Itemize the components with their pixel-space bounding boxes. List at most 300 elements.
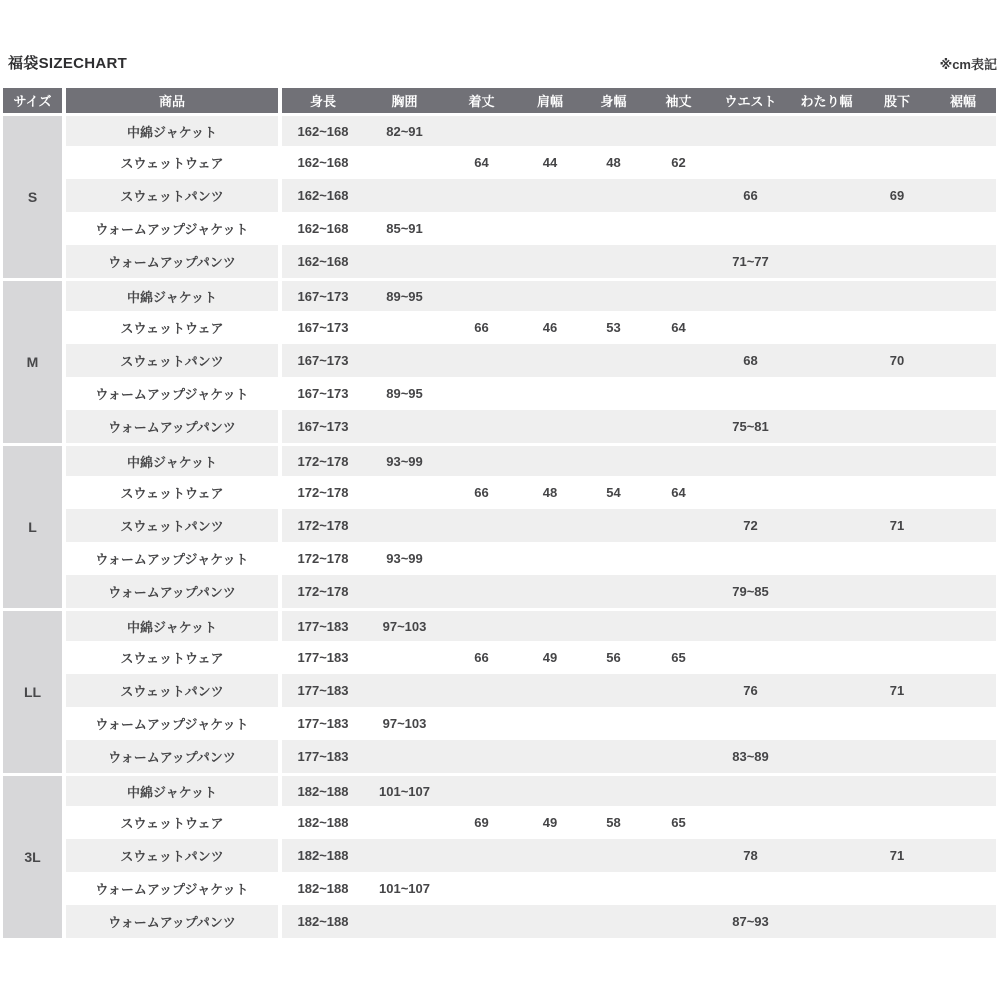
measurement-value: 101~107 (364, 872, 445, 905)
measurement-value: 71~77 (712, 245, 789, 278)
measurement-value (930, 146, 996, 179)
measurement-value: 162~168 (282, 212, 364, 245)
measurement-value: 71 (864, 674, 930, 707)
measurement-value (645, 443, 712, 476)
measurement-value: 89~95 (364, 278, 445, 311)
measurement-value (864, 476, 930, 509)
header-row (3, 88, 996, 113)
measurement-value: 66 (445, 311, 518, 344)
product-name: スウェットパンツ (66, 344, 282, 377)
measurement-value (645, 113, 712, 146)
measurement-value: 162~168 (282, 146, 364, 179)
measurement-value: 167~173 (282, 410, 364, 443)
measurement-value (518, 872, 582, 905)
measurement-value (645, 212, 712, 245)
table-row (3, 344, 996, 377)
measurement-value (864, 905, 930, 938)
measurement-value (645, 377, 712, 410)
measurement-value (445, 707, 518, 740)
column-header: 袖丈 (645, 88, 712, 113)
measurement-value (645, 344, 712, 377)
measurement-value (712, 806, 789, 839)
measurement-value (445, 179, 518, 212)
measurement-value (930, 443, 996, 476)
column-header: 股下 (864, 88, 930, 113)
measurement-value: 97~103 (364, 707, 445, 740)
table-header (3, 88, 996, 113)
measurement-value (789, 179, 864, 212)
measurement-value: 49 (518, 641, 582, 674)
measurement-value (789, 344, 864, 377)
measurement-value: 44 (518, 146, 582, 179)
table-row (3, 608, 996, 641)
measurement-value (518, 839, 582, 872)
measurement-value (364, 806, 445, 839)
product-name: スウェットパンツ (66, 674, 282, 707)
sizechart-table (3, 88, 996, 938)
measurement-value: 101~107 (364, 773, 445, 806)
measurement-value: 66 (445, 476, 518, 509)
measurement-value (518, 509, 582, 542)
measurement-value: 72 (712, 509, 789, 542)
table-row (3, 806, 996, 839)
measurement-value (445, 575, 518, 608)
measurement-value (645, 740, 712, 773)
measurement-value (864, 707, 930, 740)
table-row (3, 311, 996, 344)
measurement-value (364, 476, 445, 509)
measurement-value (864, 146, 930, 179)
product-name: スウェットウェア (66, 641, 282, 674)
measurement-value: 182~188 (282, 839, 364, 872)
measurement-value (445, 674, 518, 707)
product-name: スウェットパンツ (66, 509, 282, 542)
size-group (3, 278, 996, 443)
measurement-value (930, 377, 996, 410)
measurement-value: 65 (645, 806, 712, 839)
measurement-value (518, 773, 582, 806)
measurement-value (789, 839, 864, 872)
size-label: L (3, 443, 66, 608)
measurement-value: 182~188 (282, 806, 364, 839)
measurement-value (518, 674, 582, 707)
measurement-value (645, 872, 712, 905)
measurement-value (582, 179, 645, 212)
product-name: ウォームアップパンツ (66, 905, 282, 938)
measurement-value (364, 740, 445, 773)
measurement-value (789, 905, 864, 938)
measurement-value: 87~93 (712, 905, 789, 938)
measurement-value (518, 707, 582, 740)
measurement-value (582, 575, 645, 608)
size-group (3, 443, 996, 608)
measurement-value (445, 377, 518, 410)
measurement-value: 53 (582, 311, 645, 344)
measurement-value (789, 872, 864, 905)
size-group (3, 113, 996, 278)
measurement-value (645, 245, 712, 278)
measurement-value (582, 245, 645, 278)
measurement-value (930, 806, 996, 839)
measurement-value (930, 839, 996, 872)
measurement-value: 167~173 (282, 377, 364, 410)
measurement-value (930, 278, 996, 311)
measurement-value (930, 344, 996, 377)
measurement-value (930, 740, 996, 773)
measurement-value (864, 443, 930, 476)
measurement-value (712, 443, 789, 476)
measurement-value: 93~99 (364, 542, 445, 575)
column-header: 肩幅 (518, 88, 582, 113)
measurement-value: 97~103 (364, 608, 445, 641)
measurement-value (445, 839, 518, 872)
measurement-value: 78 (712, 839, 789, 872)
measurement-value (789, 113, 864, 146)
measurement-value (645, 608, 712, 641)
measurement-value (582, 113, 645, 146)
measurement-value (789, 806, 864, 839)
measurement-value (582, 443, 645, 476)
measurement-value (364, 344, 445, 377)
measurement-value: 182~188 (282, 905, 364, 938)
table-row (3, 410, 996, 443)
measurement-value: 64 (445, 146, 518, 179)
measurement-value: 182~188 (282, 872, 364, 905)
table-row (3, 773, 996, 806)
measurement-value (364, 575, 445, 608)
measurement-value (445, 608, 518, 641)
measurement-value (712, 608, 789, 641)
table-row (3, 245, 996, 278)
measurement-value (789, 212, 864, 245)
measurement-value (445, 872, 518, 905)
measurement-value: 46 (518, 311, 582, 344)
product-name: スウェットパンツ (66, 179, 282, 212)
table-row (3, 839, 996, 872)
measurement-value: 58 (582, 806, 645, 839)
measurement-value: 167~173 (282, 344, 364, 377)
measurement-value: 48 (582, 146, 645, 179)
table-row (3, 872, 996, 905)
measurement-value (645, 575, 712, 608)
measurement-value (445, 344, 518, 377)
product-name: 中綿ジャケット (66, 278, 282, 311)
product-name: ウォームアップジャケット (66, 212, 282, 245)
measurement-value (930, 245, 996, 278)
measurement-value (712, 113, 789, 146)
measurement-value: 172~178 (282, 476, 364, 509)
measurement-value (930, 575, 996, 608)
topbar (3, 52, 997, 73)
measurement-value (712, 377, 789, 410)
product-name: スウェットウェア (66, 146, 282, 179)
measurement-value (518, 113, 582, 146)
measurement-value (645, 410, 712, 443)
measurement-value (518, 377, 582, 410)
table-row (3, 707, 996, 740)
product-name: 中綿ジャケット (66, 773, 282, 806)
measurement-value (582, 410, 645, 443)
measurement-value (445, 773, 518, 806)
measurement-value (930, 311, 996, 344)
product-name: ウォームアップジャケット (66, 542, 282, 575)
measurement-value (518, 905, 582, 938)
measurement-value: 162~168 (282, 245, 364, 278)
table-row (3, 443, 996, 476)
measurement-value (789, 740, 864, 773)
measurement-value: 71 (864, 509, 930, 542)
measurement-value (518, 740, 582, 773)
measurement-value: 83~89 (712, 740, 789, 773)
measurement-value: 70 (864, 344, 930, 377)
product-name: ウォームアップジャケット (66, 707, 282, 740)
size-label: 3L (3, 773, 66, 938)
product-name: ウォームアップパンツ (66, 740, 282, 773)
table-row (3, 179, 996, 212)
product-name: ウォームアップパンツ (66, 245, 282, 278)
measurement-value (364, 509, 445, 542)
measurement-value: 49 (518, 806, 582, 839)
measurement-value (712, 872, 789, 905)
measurement-value (930, 641, 996, 674)
measurement-value (789, 278, 864, 311)
measurement-value: 56 (582, 641, 645, 674)
measurement-value: 167~173 (282, 311, 364, 344)
measurement-value (364, 311, 445, 344)
measurement-value (930, 773, 996, 806)
measurement-value (645, 509, 712, 542)
measurement-value (930, 542, 996, 575)
measurement-value: 85~91 (364, 212, 445, 245)
measurement-value (789, 410, 864, 443)
product-name: スウェットウェア (66, 311, 282, 344)
measurement-value (789, 377, 864, 410)
measurement-value (789, 311, 864, 344)
measurement-value (364, 839, 445, 872)
measurement-value (518, 410, 582, 443)
measurement-value (864, 113, 930, 146)
measurement-value (864, 872, 930, 905)
table-row (3, 509, 996, 542)
measurement-value (789, 146, 864, 179)
table-row (3, 476, 996, 509)
measurement-value (518, 575, 582, 608)
measurement-value (789, 476, 864, 509)
product-name: 中綿ジャケット (66, 113, 282, 146)
measurement-value (364, 641, 445, 674)
measurement-value (518, 608, 582, 641)
table-row (3, 740, 996, 773)
measurement-value (864, 740, 930, 773)
measurement-value (582, 674, 645, 707)
measurement-value (582, 707, 645, 740)
measurement-value (789, 245, 864, 278)
measurement-value (930, 410, 996, 443)
measurement-value (582, 905, 645, 938)
measurement-value: 69 (445, 806, 518, 839)
measurement-value (712, 146, 789, 179)
measurement-value (712, 707, 789, 740)
measurement-value (930, 212, 996, 245)
measurement-value (445, 542, 518, 575)
measurement-value (364, 905, 445, 938)
measurement-value: 177~183 (282, 707, 364, 740)
measurement-value (582, 839, 645, 872)
measurement-value: 182~188 (282, 773, 364, 806)
measurement-value: 68 (712, 344, 789, 377)
measurement-value: 71 (864, 839, 930, 872)
measurement-value: 177~183 (282, 608, 364, 641)
measurement-value (364, 245, 445, 278)
measurement-value (582, 773, 645, 806)
measurement-value (789, 773, 864, 806)
measurement-value (445, 113, 518, 146)
table-row (3, 113, 996, 146)
measurement-value: 162~168 (282, 179, 364, 212)
table-row (3, 377, 996, 410)
measurement-value: 76 (712, 674, 789, 707)
measurement-value (712, 278, 789, 311)
measurement-value (518, 278, 582, 311)
measurement-value (712, 476, 789, 509)
measurement-value: 162~168 (282, 113, 364, 146)
measurement-value (445, 740, 518, 773)
table-row (3, 542, 996, 575)
column-header: 商品 (66, 88, 282, 113)
measurement-value (518, 179, 582, 212)
measurement-value (789, 674, 864, 707)
size-group (3, 773, 996, 938)
measurement-value (645, 707, 712, 740)
page-title: 福袋SIZECHART (8, 55, 128, 72)
measurement-value (930, 905, 996, 938)
measurement-value (582, 509, 645, 542)
product-name: スウェットパンツ (66, 839, 282, 872)
product-name: 中綿ジャケット (66, 608, 282, 641)
product-name: ウォームアップジャケット (66, 872, 282, 905)
measurement-value (789, 575, 864, 608)
measurement-value (445, 905, 518, 938)
table-row (3, 905, 996, 938)
measurement-value (582, 608, 645, 641)
measurement-value (789, 707, 864, 740)
measurement-value (930, 707, 996, 740)
table-row (3, 146, 996, 179)
product-name: ウォームアップパンツ (66, 575, 282, 608)
measurement-value (445, 410, 518, 443)
product-name: スウェットウェア (66, 476, 282, 509)
measurement-value (445, 443, 518, 476)
column-header: 裾幅 (930, 88, 996, 113)
measurement-value (789, 443, 864, 476)
size-group (3, 608, 996, 773)
measurement-value (789, 542, 864, 575)
column-header: 着丈 (445, 88, 518, 113)
measurement-value: 177~183 (282, 641, 364, 674)
measurement-value (930, 872, 996, 905)
measurement-value: 177~183 (282, 740, 364, 773)
measurement-value (645, 278, 712, 311)
measurement-value (364, 179, 445, 212)
measurement-value (582, 542, 645, 575)
measurement-value (789, 641, 864, 674)
measurement-value (445, 212, 518, 245)
measurement-value (645, 905, 712, 938)
measurement-value (864, 542, 930, 575)
measurement-value: 82~91 (364, 113, 445, 146)
measurement-value (864, 245, 930, 278)
measurement-value (445, 245, 518, 278)
column-header: ウエスト (712, 88, 789, 113)
measurement-value (364, 410, 445, 443)
measurement-value (364, 674, 445, 707)
measurement-value: 48 (518, 476, 582, 509)
measurement-value (645, 542, 712, 575)
measurement-value: 66 (712, 179, 789, 212)
measurement-value: 65 (645, 641, 712, 674)
measurement-value (789, 608, 864, 641)
measurement-value (582, 872, 645, 905)
measurement-value (930, 179, 996, 212)
product-name: ウォームアップパンツ (66, 410, 282, 443)
measurement-value (645, 839, 712, 872)
measurement-value: 64 (645, 311, 712, 344)
measurement-value (712, 311, 789, 344)
measurement-value (645, 773, 712, 806)
measurement-value (864, 575, 930, 608)
product-name: ウォームアップジャケット (66, 377, 282, 410)
measurement-value (864, 278, 930, 311)
table-row (3, 641, 996, 674)
measurement-value (518, 245, 582, 278)
column-header: 身幅 (582, 88, 645, 113)
measurement-value (518, 212, 582, 245)
measurement-value (582, 278, 645, 311)
column-header: 身長 (282, 88, 364, 113)
measurement-value (712, 641, 789, 674)
size-label: M (3, 278, 66, 443)
measurement-value (930, 608, 996, 641)
product-name: 中綿ジャケット (66, 443, 282, 476)
measurement-value: 172~178 (282, 542, 364, 575)
column-header: 胸囲 (364, 88, 445, 113)
measurement-value: 69 (864, 179, 930, 212)
measurement-value (712, 773, 789, 806)
column-header: わたり幅 (789, 88, 864, 113)
measurement-value: 89~95 (364, 377, 445, 410)
measurement-value (930, 113, 996, 146)
measurement-value (582, 212, 645, 245)
measurement-value (645, 179, 712, 212)
measurement-value (445, 509, 518, 542)
measurement-value: 172~178 (282, 443, 364, 476)
measurement-value: 54 (582, 476, 645, 509)
measurement-value (864, 773, 930, 806)
measurement-value: 172~178 (282, 509, 364, 542)
measurement-value (518, 542, 582, 575)
measurement-value (864, 641, 930, 674)
measurement-value (789, 509, 864, 542)
table-row (3, 575, 996, 608)
size-label: S (3, 113, 66, 278)
measurement-value (582, 377, 645, 410)
measurement-value (445, 278, 518, 311)
table-row (3, 278, 996, 311)
measurement-value (582, 344, 645, 377)
measurement-value (645, 674, 712, 707)
measurement-value: 66 (445, 641, 518, 674)
column-header: サイズ (3, 88, 66, 113)
